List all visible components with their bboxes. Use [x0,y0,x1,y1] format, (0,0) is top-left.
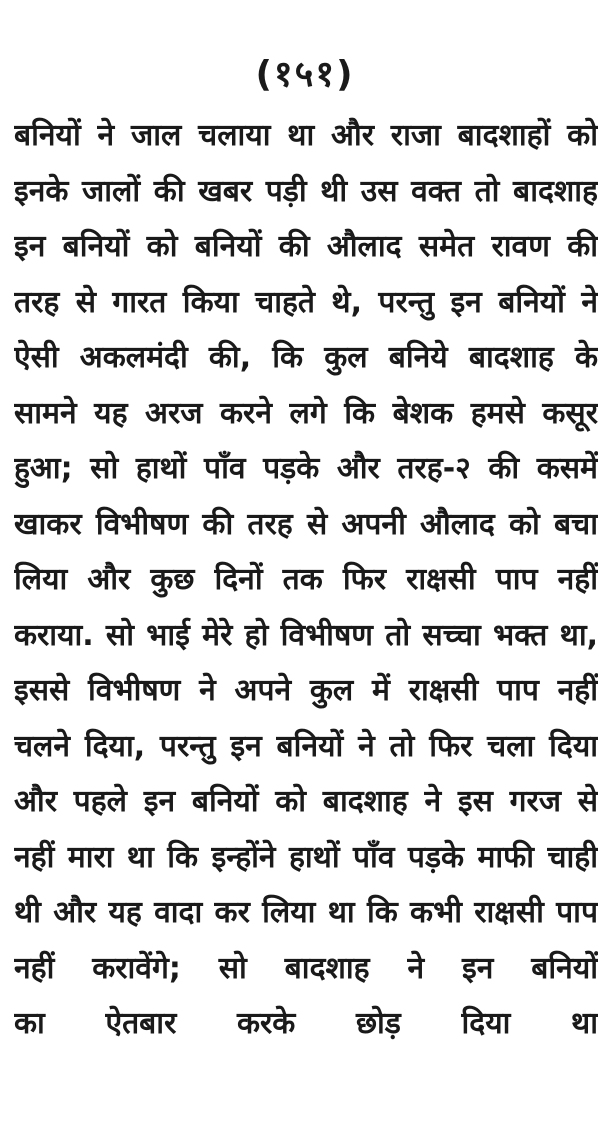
text-line-2: इनके जालों की खबर पड़ी थी उस वक्त तो बादशाह [14,173,598,209]
text-line-5: ऐसी अकलमंदी की, कि कुल बनिये बादशाह के [14,340,598,375]
text-line-17: का ऐतबार करके छोड़ दिया था [14,1006,598,1041]
text-line-12: चलने दिया, परन्तु इन बनियों ने तो फिर चला दिया [14,728,598,764]
text-line-10: कराया. सो भाई मेरे हो विभीषण तो सच्चा भक्त था, [14,617,598,653]
page-number: (१५१) [255,54,355,95]
text-line-16: नहीं करावेंगे; सो बादशाह ने इन बनियों [14,950,598,986]
body-text [14,108,598,1052]
text-line-6: सामने यह अरज करने लगे कि बेशक हमसे कसूर [14,395,598,431]
text-line-1: बनियों ने जाल चलाया था और राजा बादशाहों को [14,118,598,153]
text-line-9: लिया और कुछ दिनों तक फिर राक्षसी पाप नहीं [14,562,598,597]
text-line-15: थी और यह वादा कर लिया था कि कभी राक्षसी पाप [14,895,598,930]
text-line-8: खाकर विभीषण की तरह से अपनी औलाद को बचा [14,506,598,542]
text-line-4: तरह से गारत किया चाहते थे, परन्तु इन बनियों ने [14,284,598,320]
text-line-14: नहीं मारा था कि इन्होंने हाथों पाँव पड़के माफी चाही [14,839,598,875]
text-line-7: हुआ; सो हाथों पाँव पड़के और तरह-२ की कसमें [14,451,598,486]
text-line-11: इससे विभीषण ने अपने कुल में राक्षसी पाप नहीं [14,673,598,708]
text-line-3: इन बनियों को बनियों की औलाद समेत रावण की [14,229,598,264]
text-line-13: और पहले इन बनियों को बादशाह ने इस गरज से [14,784,598,819]
